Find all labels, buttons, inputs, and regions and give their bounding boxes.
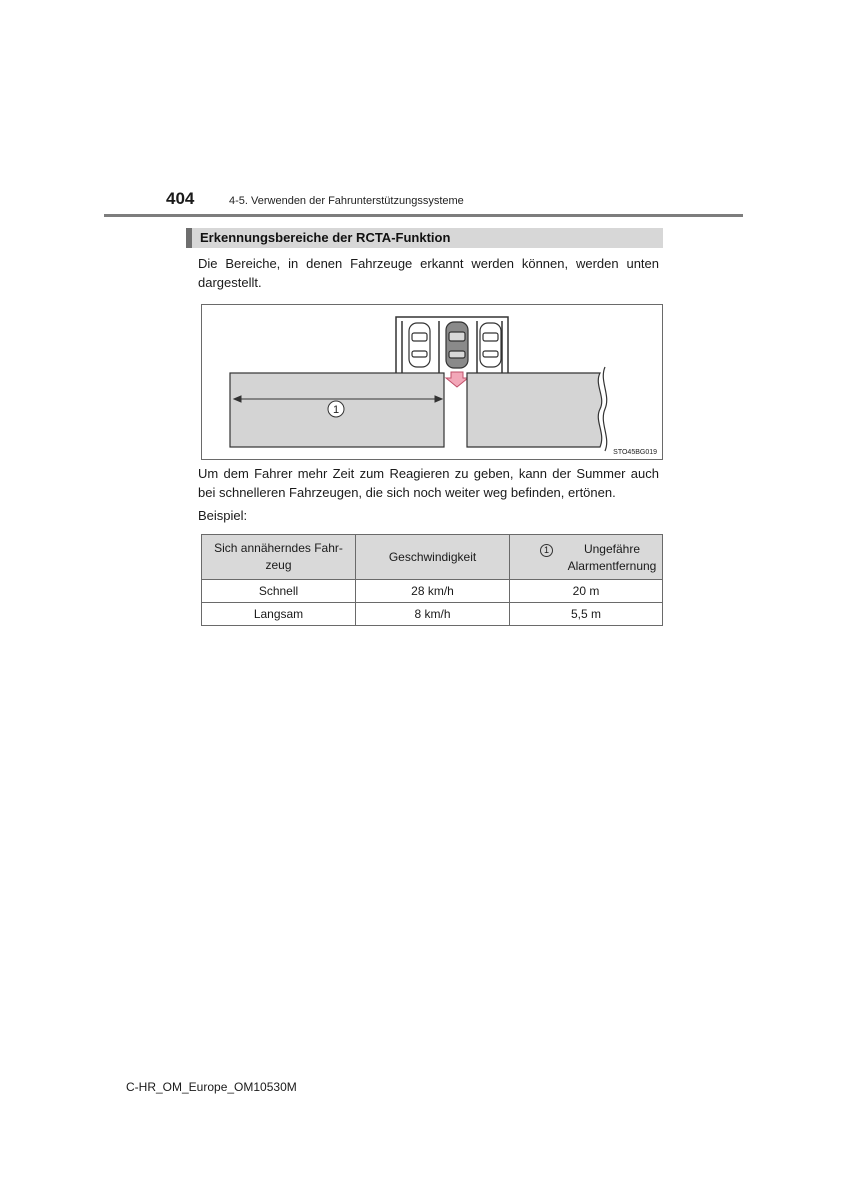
detection-diagram [202, 305, 664, 461]
cell-vehicle: Schnell [202, 580, 356, 603]
range-marker-label: 1 [332, 404, 340, 416]
parked-car-left-icon [409, 323, 430, 367]
header-approaching-vehicle [202, 535, 356, 580]
section-path: 4-5. Verwenden der Fahrunterstützungssysteme [229, 195, 464, 207]
detection-area-figure [201, 304, 663, 460]
header-speed: Geschwindigkeit [356, 535, 510, 580]
detection-zone-right [467, 373, 602, 447]
table-row [202, 603, 663, 626]
reverse-direction-arrow-icon [446, 372, 468, 387]
section-heading: Erkennungsbereiche der RCTA-Funktion [200, 230, 451, 245]
document-code: C-HR_OM_Europe_OM10530M [126, 1080, 297, 1094]
cell-speed: 28 km/h [356, 580, 510, 603]
header-alarm-range [510, 535, 663, 580]
cell-distance: 5,5 m [510, 603, 663, 626]
header-divider [104, 214, 743, 217]
example-label: Beispiel: [198, 508, 248, 523]
parked-car-right-icon [480, 323, 501, 367]
cell-vehicle: Langsam [202, 603, 356, 626]
header-approaching-vehicle-text: Sich annäherndes Fahr-zeug [214, 541, 343, 572]
header-alarm-range-text: Ungefähre Alarmentfernung [567, 542, 657, 573]
section-heading-bar [186, 228, 663, 248]
page-number: 404 [166, 189, 195, 208]
cell-speed: 8 km/h [356, 603, 510, 626]
table-header-row [202, 535, 663, 580]
header-alarm-range-content [510, 535, 662, 579]
cell-distance: 20 m [510, 580, 663, 603]
range-marker-icon: 1 [540, 544, 553, 557]
alarm-distance-table [201, 534, 663, 626]
own-car-icon [446, 322, 468, 368]
intro-paragraph: Die Bereiche, in denen Fahrzeuge erkannt werden können, werden unten dargestellt. [198, 256, 659, 290]
table-row [202, 580, 663, 603]
road-break-line [603, 367, 606, 451]
figure-id: STO45BG019 [613, 449, 657, 456]
summer-paragraph: Um dem Fahrer mehr Zeit zum Reagieren zu geben, kann der Summer auch bei schnelleren Fahrzeugen, die sich noch weiter weg befinden, ertönen. [198, 466, 659, 500]
